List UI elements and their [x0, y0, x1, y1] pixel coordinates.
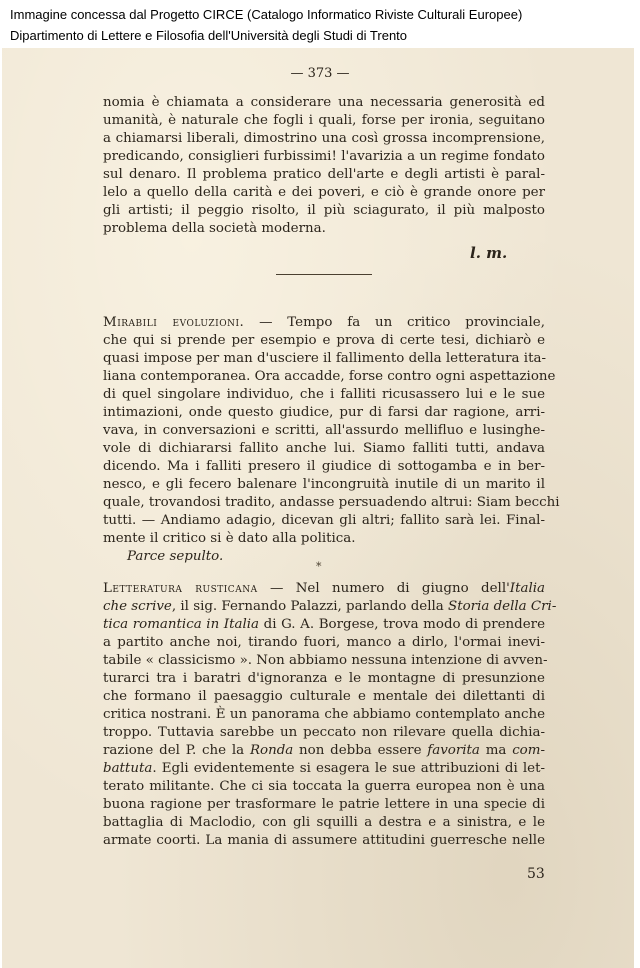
text-line: tabile « classicismo ». Non abbiamo nessuna intenzione di avven- — [103, 653, 548, 668]
text-line: sul denaro. Il problema pratico dell'arte e degli artisti è paral- — [103, 167, 545, 182]
text-line: Letteratura rusticana — Nel numero di giugno dell'Italia — [103, 581, 545, 596]
text-line: a partito anche noi, tirando fuori, manco a dirlo, l'ormai inevi- — [103, 635, 545, 650]
text-line: tutti. — Andiamo adagio, dicevan gli altri; fallito sarà lei. Final- — [103, 513, 545, 528]
page-number-bottom: 53 — [527, 866, 545, 882]
text-line: mente il critico si è dato alla politica. — [103, 531, 356, 546]
article-2-body — [103, 314, 560, 566]
text-line: vava, in conversazioni e scritti, all'assurdo mellifluo e lusinghe- — [103, 423, 545, 438]
section-divider — [276, 274, 372, 275]
text-line: che scrive, il sig. Fernando Palazzi, parlando della Storia della Cri- — [103, 599, 557, 614]
text-line: lelo a quello della carità e dei poveri, e ciò è grande onore per — [103, 185, 545, 200]
text-line: Mirabili evoluzioni. — Tempo fa un critico provinciale, — [103, 315, 545, 330]
text-line: tica romantica in Italia di G. A. Borgese, trova modo di prendere — [103, 617, 545, 632]
article-2-title: Mirabili evoluzioni. — [103, 315, 245, 330]
text-line: nomia è chiamata a considerare una necessaria generosità ed — [103, 95, 545, 110]
text-line: quale, trovandosi tradito, andasse persuadendo altrui: Siam becchi — [103, 495, 560, 510]
text-line: che qui si prende per esempio e prova di certe tesi, dichiarò e — [103, 333, 545, 348]
text-line: dicendo. Ma i falliti presero il giudice di sottogamba e in ber- — [103, 459, 545, 474]
text-line: a chiamarsi liberali, dimostrino una così grossa incomprensione, — [103, 131, 545, 146]
text-line: razione del P. che la Ronda non debba essere favorita ma com- — [103, 743, 545, 758]
text-line: liana contemporanea. Ora accadde, forse contro ogni aspettazione — [103, 369, 556, 384]
text-line: che formano il paesaggio culturale e mentale dei dilettanti di — [103, 689, 545, 704]
text-line: battuta. Egli evidentemente si esagera le sue attribuzioni di let- — [103, 761, 545, 776]
article-1-signature: l. m. — [470, 244, 508, 262]
text-line: intimazioni, onde questo giudice, pur di farsi dar ragione, arri- — [103, 405, 545, 420]
text-line: di quel singolare individuo, che i falliti ricusassero lui e le sue — [103, 387, 545, 402]
article-3-body — [103, 580, 557, 850]
text-line: buona ragione per trasformare le patrie lettere in una specie di — [103, 797, 545, 812]
separator-asterisk: * — [316, 560, 322, 573]
text-line: battaglia di Maclodio, con gli squilli a destra e a sinistra, e le — [103, 815, 545, 830]
text-line: umanità, è naturale che fogli i quali, forse per ironia, seguitano — [103, 113, 545, 128]
text-line: gli artisti; il peggio risolto, il più sciagurato, il più malposto — [103, 203, 545, 218]
page-number-top: — 373 — — [290, 66, 350, 81]
article-3-title: Letteratura rusticana — [103, 581, 258, 596]
text-line: problema della società moderna. — [103, 221, 326, 236]
banner-line-2: Dipartimento di Lettere e Filosofia dell'Università degli Studi di Trento — [10, 28, 408, 43]
text-line: predicando, consiglieri furbissimi! l'avarizia a un regime fondato — [103, 149, 545, 164]
text-line: armate coorti. La mania di assumere attitudini guerresche nelle — [103, 833, 545, 848]
article-2-closing: Parce sepulto. — [127, 549, 224, 564]
text-line: turarci tra i baratri d'ignoranza e le montagne di presunzione — [103, 671, 545, 686]
text-line: quasi impose per man d'usciere il fallimento della letteratura ita- — [103, 351, 546, 366]
text-line: nesco, e gli fecero balenare l'incongruità inutile di un marito il — [103, 477, 545, 492]
banner-line-1: Immagine concessa dal Progetto CIRCE (Catalogo Informatico Riviste Culturali Europee) — [10, 7, 523, 22]
archive-banner — [0, 0, 640, 48]
text-line: terato militante. Che ci sia toccata la guerra europea non è una — [103, 779, 545, 794]
text-line: critica nostrani. È un panorama che abbiamo contemplato anche — [103, 707, 545, 722]
text-line: troppo. Tuttavia sarebbe un peccato non rilevare quella dichia- — [103, 725, 545, 740]
article-1-body — [103, 94, 545, 238]
text-line: vole di dichiararsi fallito anche lui. Siamo falliti tutti, andava — [103, 441, 545, 456]
